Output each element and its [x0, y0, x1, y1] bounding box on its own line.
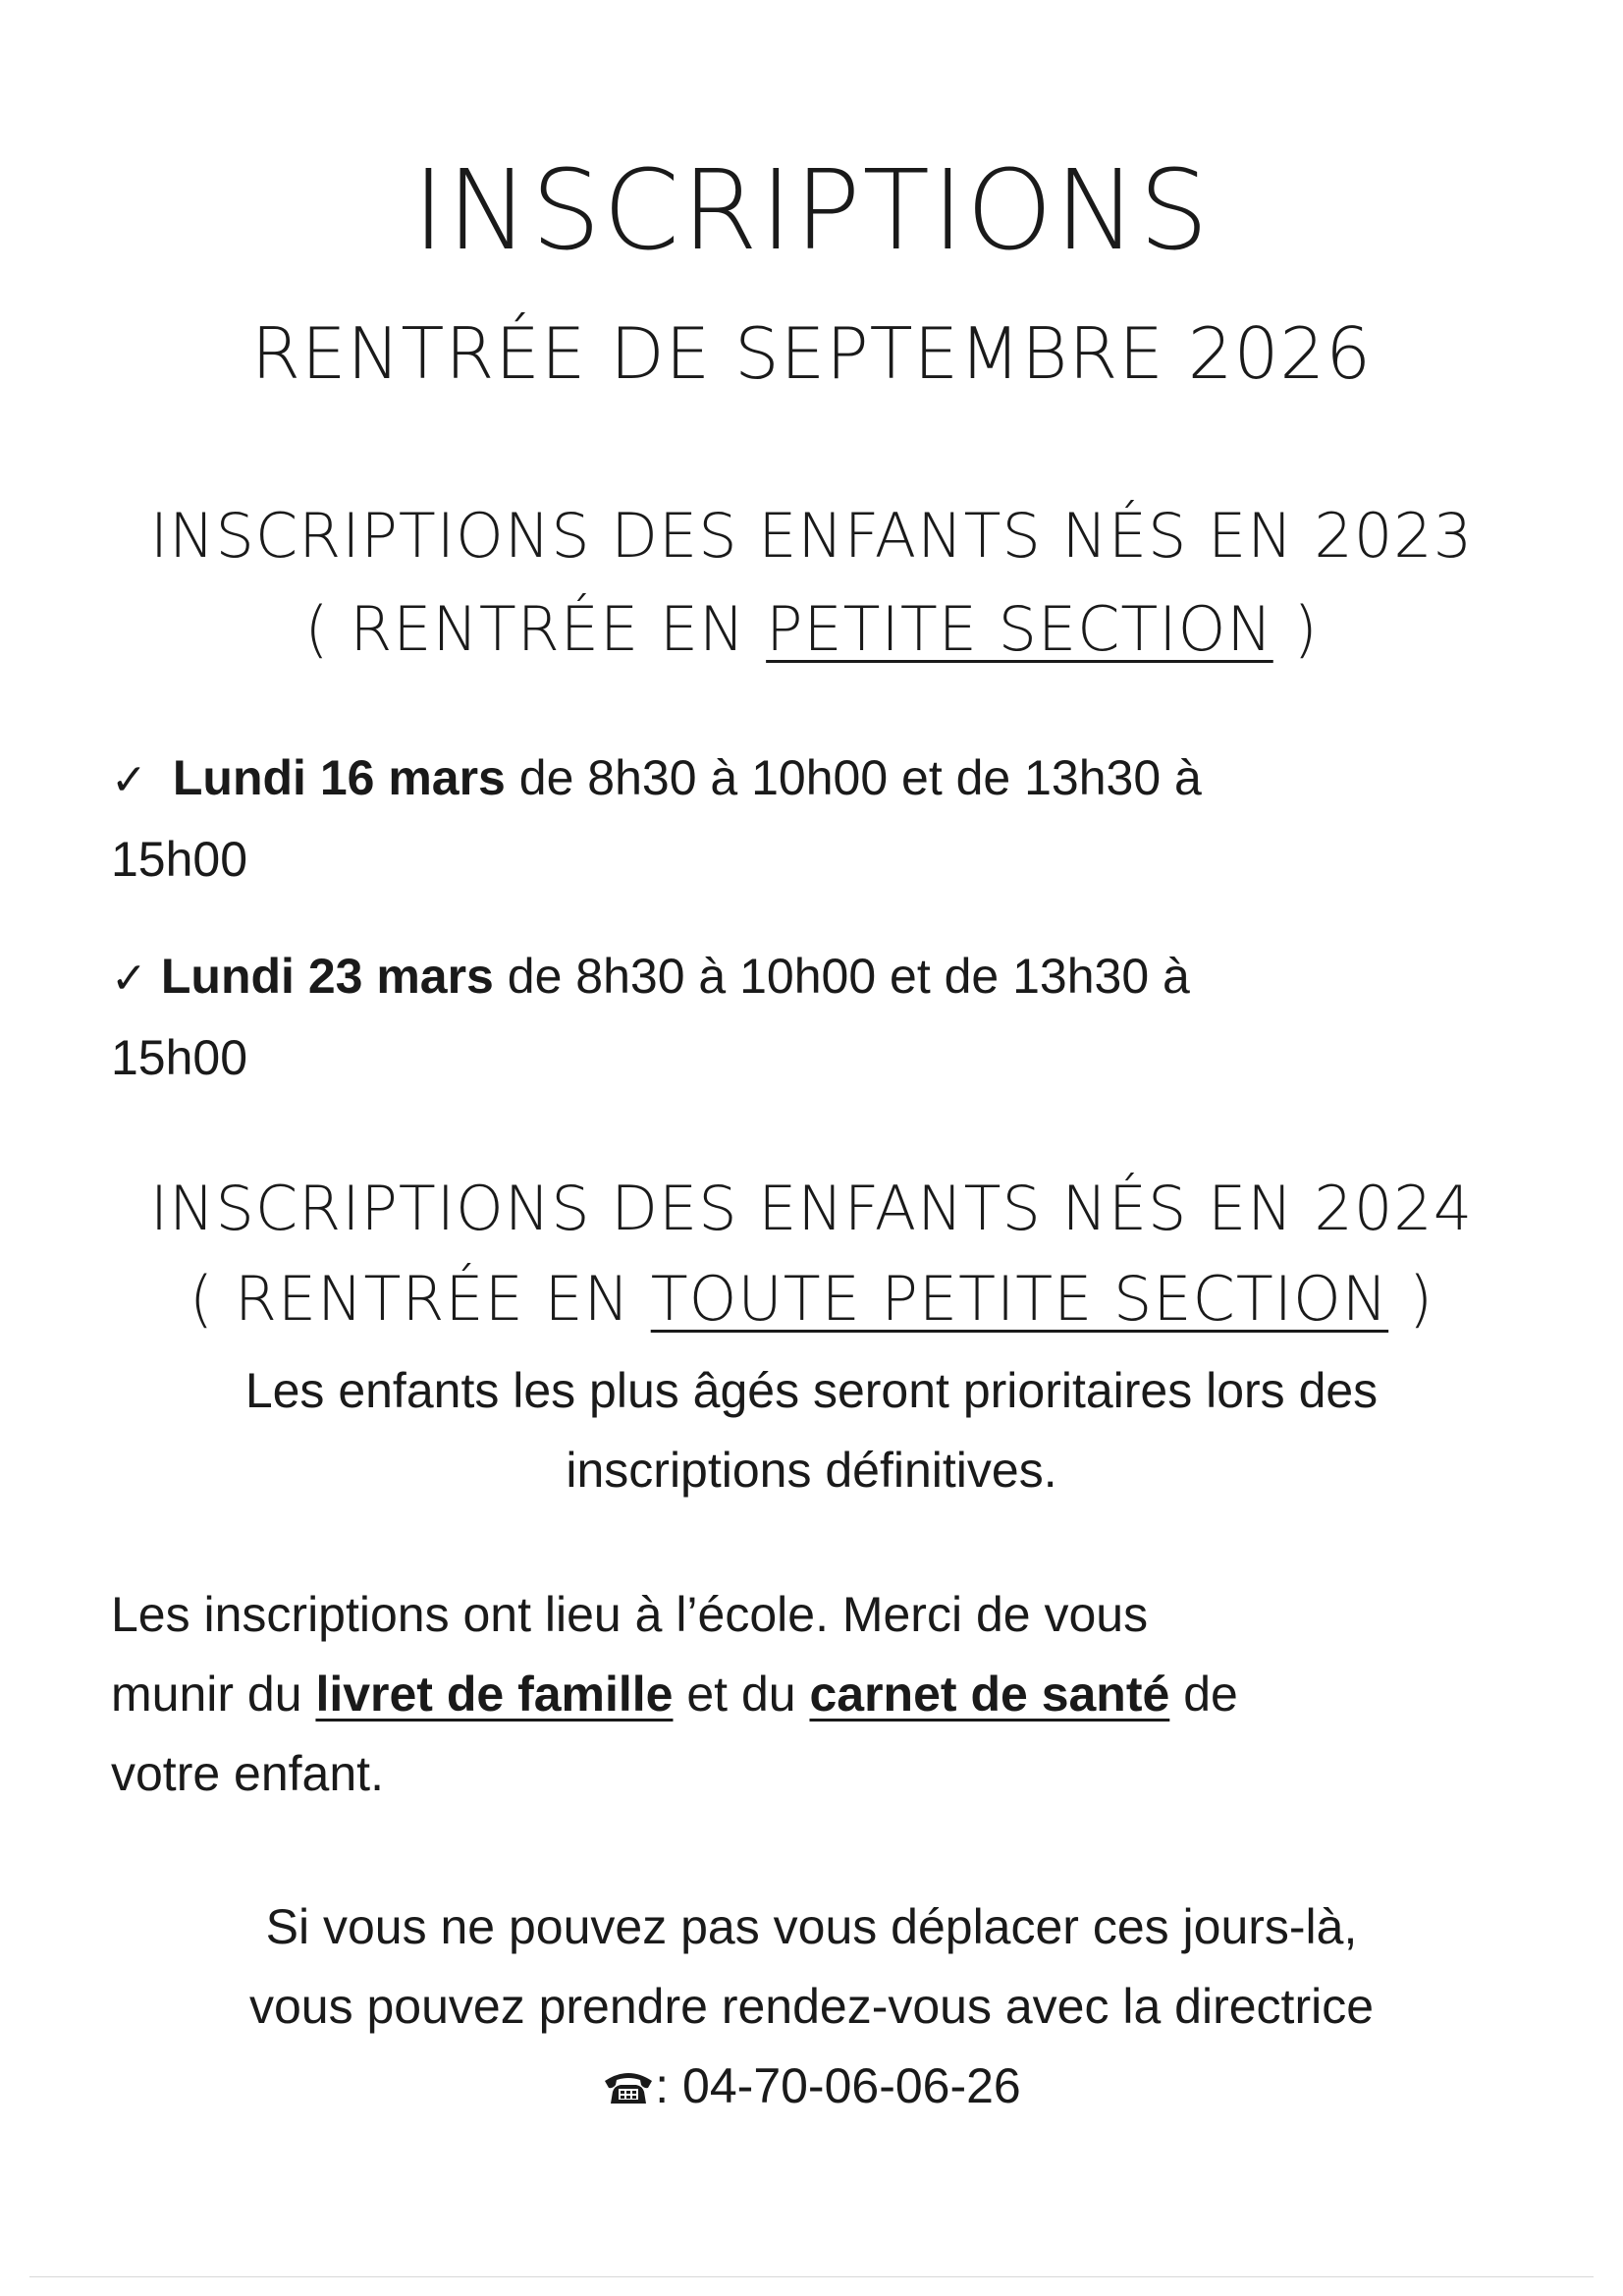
contact-line2: vous pouvez prendre rendez-vous avec la directrice [248, 1979, 1375, 2034]
session-hours-end: 15h00 [111, 832, 248, 887]
session-day: Lundi 23 mars [160, 949, 494, 1004]
contact-line1: Si vous ne pouvez pas vous déplacer ces jours-là, [265, 1899, 1358, 1954]
session-hours: de 8h30 à 10h00 et de 13h30 à [493, 949, 1190, 1004]
page-subtitle: RENTRÉE DE SEPTEMBRE 2026 [250, 312, 1373, 395]
session-hours: de 8h30 à 10h00 et de 13h30 à [505, 750, 1202, 805]
required-document-carnet: carnet de santé [809, 1667, 1170, 1722]
section-petite-emphasis: PETITE SECTION [766, 593, 1273, 665]
info-line2-suffix: de [1169, 1667, 1238, 1722]
priority-note-line1: Les enfants les plus âgés seront prioritaires lors des [244, 1363, 1379, 1418]
section-toute-petite-suffix: ) [1388, 1263, 1434, 1335]
section-petite-suffix: ) [1272, 593, 1319, 665]
priority-note-line2: inscriptions définitives. [566, 1443, 1057, 1498]
session-item [111, 738, 1417, 900]
contact-info [0, 1887, 1623, 2126]
checkmark-icon: ✓ [111, 955, 147, 1003]
section-petite-subheading [0, 593, 1623, 665]
info-line3: votre enfant. [111, 1746, 384, 1801]
telephone-icon [602, 2050, 655, 2090]
session-item [111, 937, 1417, 1098]
section-toute-petite-emphasis: TOUTE PETITE SECTION [650, 1263, 1389, 1335]
documents-info [111, 1575, 1486, 1814]
info-line2-middle: et du [673, 1667, 810, 1722]
session-day: Lundi 16 mars [172, 750, 506, 805]
required-document-livret: livret de famille [315, 1667, 674, 1722]
info-line1: Les inscriptions ont lieu à l’école. Merci de vous [111, 1587, 1149, 1642]
section-toute-petite-prefix: ( RENTRÉE EN [189, 1263, 651, 1335]
checkmark-icon: ✓ [111, 756, 147, 804]
scan-edge-line [29, 2276, 1594, 2277]
section-toute-petite-subheading [0, 1263, 1623, 1335]
phone-number: : 04-70-06-06-26 [655, 2058, 1021, 2113]
session-hours-end: 15h00 [111, 1030, 248, 1085]
priority-note [0, 1351, 1623, 1510]
section-petite-prefix: ( RENTRÉE EN [304, 593, 767, 665]
page-title: INSCRIPTIONS [412, 147, 1211, 275]
info-line2-prefix: munir du [111, 1667, 316, 1722]
section-petite-heading: INSCRIPTIONS DES ENFANTS NÉS EN 2023 [149, 500, 1474, 572]
section-toute-petite-heading: INSCRIPTIONS DES ENFANTS NÉS EN 2024 [149, 1173, 1474, 1244]
